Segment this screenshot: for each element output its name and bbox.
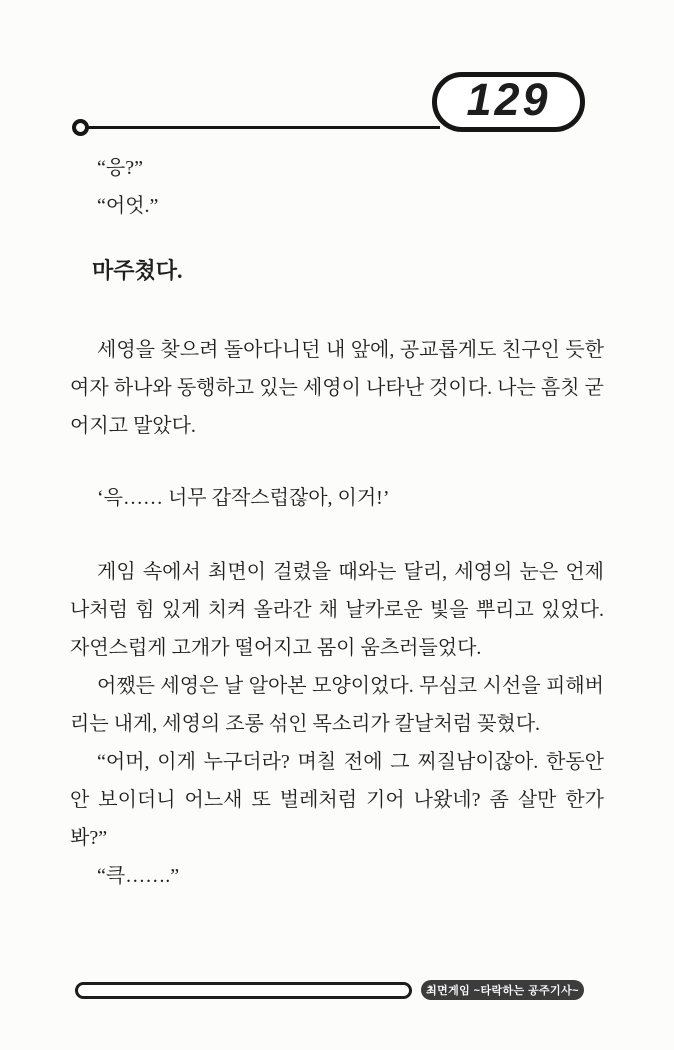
page-number: 129 <box>466 74 551 125</box>
dialogue-line: “응?” <box>97 157 143 179</box>
page-number-badge <box>432 72 585 132</box>
footer-rule-pill <box>75 982 412 999</box>
dialogue-line: “어엇.” <box>97 195 159 217</box>
body-paragraph: 어쨌든 세영은 날 알아본 모양이었다. 무심코 시선을 피해버리는 내게, 세영의 조롱 섞인 목소리가 칼날처럼 꽂혔다. <box>70 675 604 735</box>
emphasis-line: 마주쳤다. <box>92 258 183 283</box>
dialogue-line: “큭…….” <box>97 865 180 887</box>
series-title: 최면게임 ~타락하는 공주기사~ <box>426 985 579 997</box>
header-ring-ornament <box>72 119 89 136</box>
body-paragraph: 세영을 찾으려 돌아다니던 내 앞에, 공교롭게도 친구인 듯한 여자 하나와 동행하고 있는 세영이 나타난 것이다. 나는 흠칫 굳어지고 말았다. <box>70 339 604 437</box>
series-title-badge <box>421 980 584 1000</box>
inner-monologue-line: ‘윽…… 너무 갑작스럽잖아, 이거!’ <box>97 487 390 509</box>
dialogue-line: “어머, 이게 누구더라? 며칠 전에 그 찌질남이잖아. 한동안 안 보이더니 어느새 또 벌레처럼 기어 나왔네? 좀 살만 한가봐?” <box>70 751 604 849</box>
body-paragraph: 게임 속에서 최면이 걸렸을 때와는 달리, 세영의 눈은 언제나처럼 힘 있게 치켜 올라간 채 날카로운 빛을 뿌리고 있었다. 자연스럽게 고개가 떨어지고 몸이 움츠러들었다. <box>70 561 604 659</box>
page-text-block <box>70 149 604 895</box>
header-rule-line <box>88 126 440 129</box>
